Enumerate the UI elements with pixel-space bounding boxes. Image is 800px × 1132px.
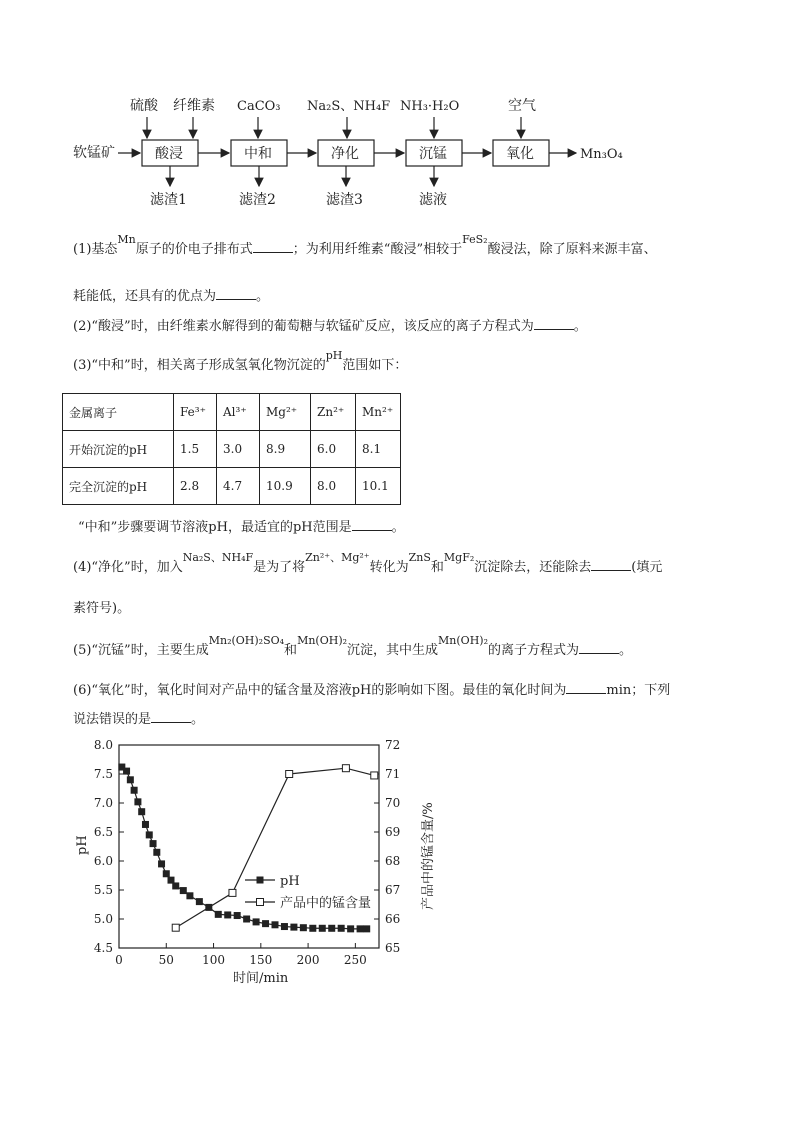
ph-point xyxy=(244,916,250,922)
mn-content-point xyxy=(286,771,293,778)
ph-point xyxy=(187,893,193,899)
x-tick-label: 250 xyxy=(343,953,367,967)
process-flow-diagram xyxy=(0,0,800,230)
residue-label: 滤渣2 xyxy=(239,192,276,208)
ph-point xyxy=(319,925,325,931)
answer-blank[interactable] xyxy=(566,681,606,694)
q6-text: 说法错误的是 xyxy=(73,712,152,727)
q3-text: “中和”步骤要调节溶液pH，最适宜的pH范围是 xyxy=(78,520,352,535)
ph-point xyxy=(272,922,278,928)
q5-product: Mn(OH)₂ xyxy=(438,634,488,647)
step-label: 中和 xyxy=(244,146,272,162)
q5-product: Mn₂(OH)₂SO₄ xyxy=(208,634,285,647)
x-tick-label: 100 xyxy=(202,953,225,967)
x-tick-label: 150 xyxy=(249,953,273,967)
q1-text: (1)基态 xyxy=(73,242,118,257)
ph-point xyxy=(291,924,297,930)
table-cell: 6.0 xyxy=(311,431,356,468)
ph-point xyxy=(146,832,152,838)
mn-content-point xyxy=(172,924,179,931)
ph-point xyxy=(131,787,137,793)
q1-text: 耗能低，还具有的优点为 xyxy=(73,289,217,304)
q1-text: ；为利用纤维素“酸浸”相较于 xyxy=(292,242,463,257)
question-5 xyxy=(73,634,633,660)
x-tick-label: 50 xyxy=(158,953,174,967)
start-material-label: 软锰矿 xyxy=(73,145,115,161)
question-4-line-1 xyxy=(73,551,663,577)
table-header-cell: Mn²⁺ xyxy=(356,394,401,431)
ph-point xyxy=(173,883,179,889)
q5-text: (5)“沉锰”时，主要生成 xyxy=(73,643,209,658)
x-tick-label: 200 xyxy=(296,953,320,967)
answer-blank[interactable] xyxy=(216,287,256,300)
y2-tick-label: 66 xyxy=(385,912,401,926)
q4-ions: Zn²⁺、Mg²⁺ xyxy=(305,551,370,564)
table-header-cell: Fe³⁺ xyxy=(174,394,217,431)
residue-label: 滤液 xyxy=(419,192,447,208)
step-label: 氧化 xyxy=(506,146,534,162)
q1-fes2: FeS₂ xyxy=(462,233,488,246)
q3-end: 。 xyxy=(391,520,405,535)
mn-content-point xyxy=(371,772,378,779)
y-tick-label: 7.0 xyxy=(93,796,113,810)
ph-point xyxy=(180,888,186,894)
table-header-cell: Mg²⁺ xyxy=(260,394,311,431)
ph-point xyxy=(163,871,169,877)
table-header-row xyxy=(63,394,401,431)
q1-text: 原子的价电子排布式 xyxy=(135,242,253,257)
y2-axis-label: 产品中的锰含量/% xyxy=(421,802,436,910)
answer-blank[interactable] xyxy=(579,641,619,654)
question-3 xyxy=(73,349,408,375)
table-cell: 10.9 xyxy=(260,468,311,505)
table-row xyxy=(63,431,401,468)
q4-text: 和 xyxy=(430,560,444,575)
y2-tick-label: 72 xyxy=(385,738,401,752)
q4-reagent: Na₂S、NH₄F xyxy=(182,551,254,564)
reagent-label: 硫酸 xyxy=(130,98,158,114)
q6-end: 。 xyxy=(191,712,205,727)
table-cell: 完全沉淀的pH xyxy=(63,468,174,505)
legend-label-mn: 产品中的锰含量 xyxy=(280,896,372,911)
residue-label: 滤渣1 xyxy=(150,192,187,208)
q4-mgf2: MgF₂ xyxy=(443,551,475,564)
q1-end: 。 xyxy=(256,289,270,304)
mn-content-point xyxy=(229,889,236,896)
q3-ph: pH xyxy=(325,349,343,362)
table-row xyxy=(63,468,401,505)
q5-product: Mn(OH)₂ xyxy=(297,634,348,647)
chart-svg xyxy=(0,720,800,1000)
reagent-label: Na₂S、NH₄F xyxy=(307,99,391,114)
table-cell: 4.7 xyxy=(217,468,260,505)
answer-blank[interactable] xyxy=(534,317,574,330)
q4-text: 转化为 xyxy=(369,560,409,575)
q5-text: 和 xyxy=(284,643,298,658)
q4-zns: ZnS xyxy=(408,551,431,564)
legend-marker-mn xyxy=(257,899,264,906)
y2-tick-label: 68 xyxy=(385,854,401,868)
table-cell: 8.9 xyxy=(260,431,311,468)
ph-point xyxy=(234,913,240,919)
q6-unit: min；下列 xyxy=(606,683,671,698)
q1-text: 酸浸法，除了原料来源丰富、 xyxy=(487,242,657,257)
ph-point xyxy=(142,821,148,827)
legend xyxy=(245,874,371,911)
reagent-label: NH₃·H₂O xyxy=(400,99,460,114)
answer-blank[interactable] xyxy=(253,240,293,253)
q4-text: (4)“净化”时，加入 xyxy=(73,560,183,575)
y-tick-label: 5.0 xyxy=(93,912,113,926)
residue-label: 滤渣3 xyxy=(326,192,363,208)
q6-text: (6)“氧化”时，氧化时间对产品中的锰含量及溶液pH的影响如下图。最佳的氧化时间为 xyxy=(73,683,567,698)
y2-tick-label: 67 xyxy=(385,883,401,897)
legend-label-ph: pH xyxy=(280,874,300,889)
table-header-cell: Al³⁺ xyxy=(217,394,260,431)
step-label: 酸浸 xyxy=(155,146,183,162)
reagent-label: 纤维素 xyxy=(173,98,215,114)
ph-point xyxy=(150,841,156,847)
ph-point xyxy=(281,924,287,930)
question-1-line-1 xyxy=(73,233,657,259)
ph-point xyxy=(310,925,316,931)
q4-text: 是为了将 xyxy=(253,560,306,575)
ph-point xyxy=(124,768,130,774)
ph-point xyxy=(168,877,174,883)
ph-point xyxy=(338,925,344,931)
y2-tick-label: 71 xyxy=(385,767,401,781)
y-tick-label: 7.5 xyxy=(93,767,113,781)
step-label: 净化 xyxy=(331,146,359,162)
q1-mn: Mn xyxy=(117,233,136,246)
y2-tick-label: 70 xyxy=(385,796,401,810)
table-cell: 2.8 xyxy=(174,468,217,505)
ph-point xyxy=(225,912,231,918)
reagent-label: CaCO₃ xyxy=(237,99,281,114)
reagent-label: 空气 xyxy=(508,98,536,114)
ph-point xyxy=(348,926,354,932)
question-4-line-2 xyxy=(73,600,130,618)
q3-text: 范围如下： xyxy=(342,358,408,373)
x-axis-label: 时间/min xyxy=(233,971,289,986)
q4-text: 沉淀除去，还能除去 xyxy=(474,560,592,575)
table-header-cell: Zn²⁺ xyxy=(311,394,356,431)
y-tick-label: 5.5 xyxy=(93,883,113,897)
y-axis-label: pH xyxy=(75,835,90,855)
oxidation-time-chart xyxy=(0,720,800,1000)
question-3-followup xyxy=(78,518,405,537)
q2-text: (2)“酸浸”时，由纤维素水解得到的葡萄糖与软锰矿反应，该反应的离子方程式为 xyxy=(73,319,534,334)
table-cell: 8.1 xyxy=(356,431,401,468)
step-label: 沉锰 xyxy=(419,146,447,162)
ph-point xyxy=(215,911,221,917)
q5-text: 沉淀，其中生成 xyxy=(347,643,439,658)
ph-point xyxy=(135,799,141,805)
q5-text: 的离子方程式为 xyxy=(487,643,579,658)
y-tick-label: 6.0 xyxy=(93,854,113,868)
table-cell: 开始沉淀的pH xyxy=(63,431,174,468)
y-tick-label: 8.0 xyxy=(93,738,113,752)
y2-tick-label: 69 xyxy=(385,825,401,839)
table-cell: 10.1 xyxy=(356,468,401,505)
question-1-line-2 xyxy=(73,287,269,306)
q3-text: (3)“中和”时，相关离子形成氢氧化物沉淀的 xyxy=(73,358,326,373)
x-tick-label: 0 xyxy=(115,953,123,967)
ph-point xyxy=(357,926,363,932)
table-header-cell: 金属离子 xyxy=(63,394,174,431)
ph-point xyxy=(253,919,259,925)
y-tick-label: 6.5 xyxy=(93,825,113,839)
ph-point xyxy=(127,777,133,783)
answer-blank[interactable] xyxy=(352,518,392,531)
question-6-line-1 xyxy=(73,681,670,700)
ph-point xyxy=(159,861,165,867)
answer-blank[interactable] xyxy=(591,558,631,571)
q4-text: 素符号)。 xyxy=(73,601,131,616)
ph-point xyxy=(364,926,370,932)
ph-point xyxy=(154,849,160,855)
ph-point xyxy=(139,809,145,815)
ion-precipitation-table xyxy=(62,393,401,505)
legend-marker-ph xyxy=(257,877,264,884)
q4-text: (填元 xyxy=(631,560,663,575)
product-label: Mn₃O₄ xyxy=(580,147,623,162)
table-cell: 3.0 xyxy=(217,431,260,468)
table-cell: 8.0 xyxy=(311,468,356,505)
q2-end: 。 xyxy=(573,319,587,334)
q5-end: 。 xyxy=(619,643,633,658)
question-2 xyxy=(73,317,587,336)
ph-point xyxy=(263,921,269,927)
y2-tick-label: 65 xyxy=(385,941,401,955)
ph-point xyxy=(300,925,306,931)
y-tick-label: 4.5 xyxy=(93,941,113,955)
ph-point xyxy=(329,925,335,931)
ph-point xyxy=(196,899,202,905)
table-cell: 1.5 xyxy=(174,431,217,468)
mn-content-point xyxy=(342,765,349,772)
